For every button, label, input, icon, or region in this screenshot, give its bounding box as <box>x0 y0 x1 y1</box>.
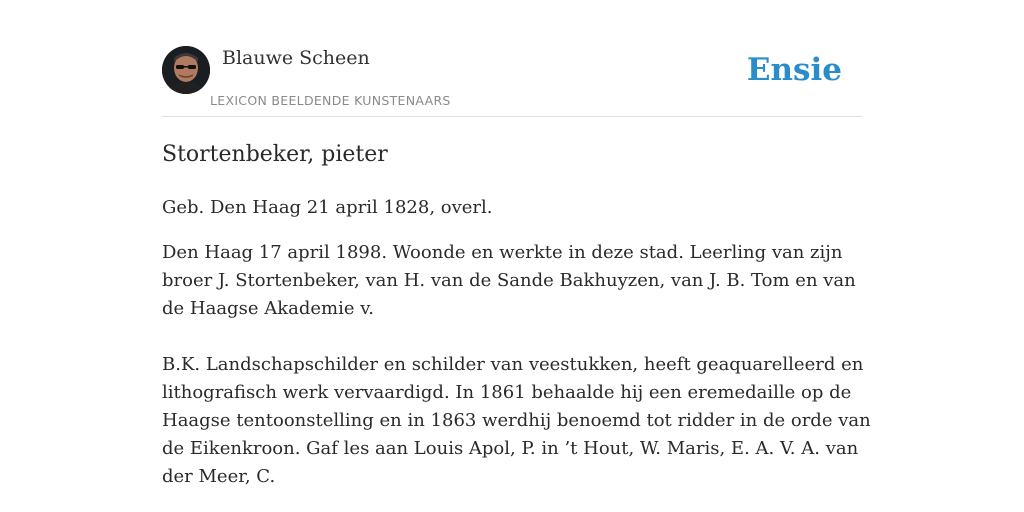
article-title: Stortenbeker, pieter <box>162 142 388 167</box>
brand-logo[interactable]: Ensie <box>746 52 842 88</box>
category-label[interactable]: LEXICON BEELDENDE KUNSTENAARS <box>210 93 451 108</box>
avatar-image <box>162 46 210 94</box>
article-header <box>162 46 862 117</box>
article-paragraph: B.K. Landschapschilder en schilder van veestukken, heeft geaquarelleerd en lithografisch werk vervaardigd. In 1861 behaalde hij een eremedaille op de Haagse tentoonstelling en in 1863 werdhij benoemd tot ridder in de orde van de Eikenkroon. Gaf les aan Louis Apol, P. in ’t Hout, W. Maris, E. A. V. A. van der Meer, C. <box>162 354 871 487</box>
author-name[interactable]: Blauwe Scheen <box>222 47 370 69</box>
author-avatar[interactable] <box>162 46 210 94</box>
article-paragraph: Den Haag 17 april 1898. Woonde en werkte in deze stad. Leerling van zijn broer J. Stortenbeker, van H. van de Sande Bakhuyzen, van J. B. Tom en van de Haagse Akademie v. <box>162 242 856 319</box>
article-paragraph: Geb. Den Haag 21 april 1828, overl. <box>162 197 493 218</box>
